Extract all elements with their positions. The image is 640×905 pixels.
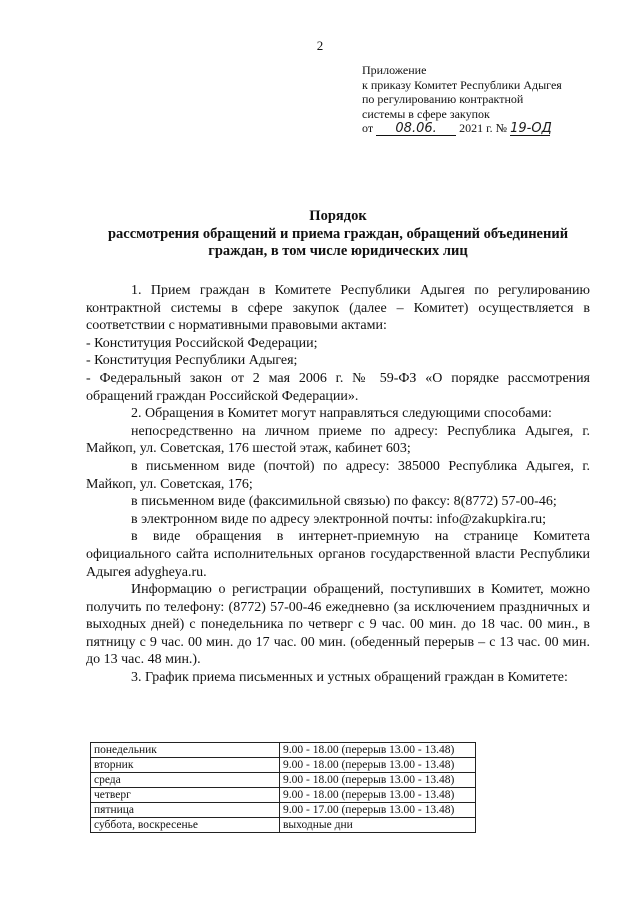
title-subheading: граждан, в том числе юридических лиц — [208, 243, 468, 259]
table-row — [91, 758, 476, 773]
paragraph: 2. Обращения в Комитет могут направляться следующими способами: — [131, 406, 552, 422]
list-item: в электронном виде по адресу электронной почты: info@zakupkira.ru; — [131, 511, 547, 527]
reception-schedule-table — [90, 742, 476, 833]
list-item: в письменном виде (почтой) по адресу: 385000 Республика Адыгея, г. Майкоп, ул. Советская, 176; — [86, 458, 590, 492]
schedule-hours: 9.00 - 18.00 (перерыв 13.00 - 13.48) — [280, 773, 476, 788]
schedule-day: суббота, воскресенье — [91, 818, 280, 833]
document-title — [86, 208, 590, 261]
schedule-hours: 9.00 - 17.00 (перерыв 13.00 - 13.48) — [280, 803, 476, 818]
schedule-day: среда — [91, 773, 280, 788]
document-body — [86, 282, 590, 687]
schedule-day: понедельник — [91, 743, 280, 758]
appendix-line: по регулированию контрактной — [362, 92, 524, 106]
handwritten-order-number: 19-ОД — [510, 121, 552, 136]
schedule-hours: выходные дни — [280, 818, 476, 833]
paragraph: Информацию о регистрации обращений, поступивших в Комитет, можно получить по телефону: (8772) 57-00-46 ежедневно (за исключением праздничных и выходных дней) с понедельника по четверг с 9 час. 00 мин. до 18 час. 00 мин., в пятницу с 9 час. 00 мин. до 17 час. 00 мин. (обеденный перерыв – с 13 час. 00 мин. до 13 час. 48 мин.). — [86, 582, 590, 668]
list-item: - Федеральный закон от 2 мая 2006 г. № 59-ФЗ «О порядке рассмотрения обращений граждан Российской Федерации». — [86, 370, 590, 404]
appendix-line: системы в сфере закупок — [362, 106, 490, 121]
paragraph: 1. Прием граждан в Комитете Республики Адыгея по регулированию контрактной системы в сфере закупок (далее – Комитет) осуществляется в соответствии с нормативными правовыми актами: — [86, 283, 590, 334]
appendix-line: к приказу Комитет Республики Адыгея — [362, 77, 562, 92]
title-heading: Порядок — [309, 208, 367, 224]
date-prefix: от — [362, 121, 374, 135]
list-item: - Конституция Республики Адыгея; — [86, 353, 298, 369]
schedule-day: вторник — [91, 758, 280, 773]
title-subheading: рассмотрения обращений и приема граждан, обращений объединений — [107, 225, 569, 242]
year-and-number-label: 2021 г. № — [459, 121, 508, 135]
list-item: в письменном виде (факсимильной связью) по факсу: 8(8772) 57-00-46; — [131, 494, 557, 510]
table-row — [91, 788, 476, 803]
list-item: в виде обращения в интернет-приемную на странице Комитета официального сайта исполнительных органов государственной власти Республики Адыгея adygheya.ru. — [86, 529, 590, 580]
appendix-block — [362, 63, 612, 136]
page-number: 2 — [316, 38, 324, 53]
order-date-row — [362, 121, 612, 136]
list-item: непосредственно на личном приеме по адресу: Республика Адыгея, г. Майкоп, ул. Советская, 176 шестой этаж, кабинет 603; — [86, 423, 590, 457]
table-row — [91, 818, 476, 833]
handwritten-date: 08.06. — [376, 122, 456, 136]
schedule-day: пятница — [91, 803, 280, 818]
schedule-hours: 9.00 - 18.00 (перерыв 13.00 - 13.48) — [280, 758, 476, 773]
appendix-line: Приложение — [362, 63, 427, 77]
schedule-day: четверг — [91, 788, 280, 803]
table-row — [91, 743, 476, 758]
schedule-hours: 9.00 - 18.00 (перерыв 13.00 - 13.48) — [280, 788, 476, 803]
list-item: - Конституция Российской Федерации; — [86, 335, 318, 351]
paragraph: 3. График приема письменных и устных обращений граждан в Комитете: — [131, 670, 568, 686]
table-row — [91, 803, 476, 818]
schedule-hours: 9.00 - 18.00 (перерыв 13.00 - 13.48) — [280, 743, 476, 758]
table-row — [91, 773, 476, 788]
